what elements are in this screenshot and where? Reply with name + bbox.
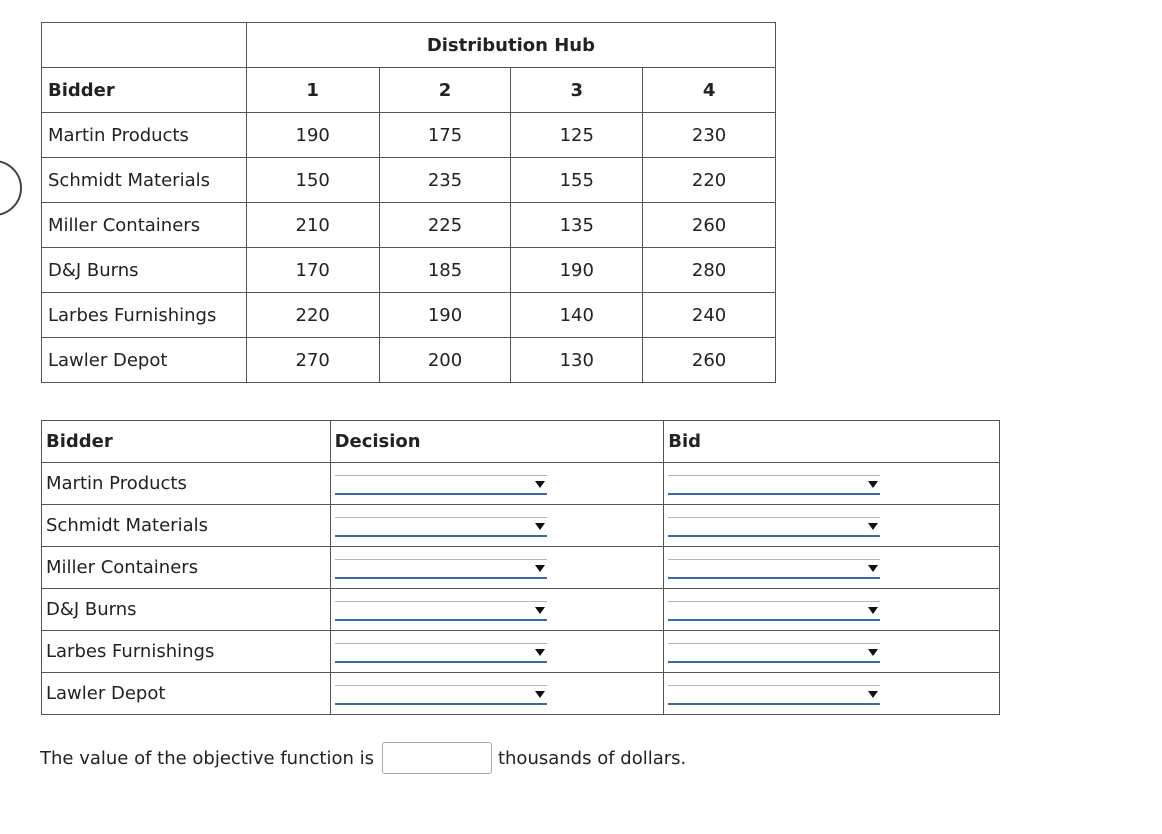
cost-cell: 190	[246, 113, 379, 158]
cost-cell: 140	[511, 293, 643, 338]
table-row	[42, 113, 776, 158]
hub-1-header: 1	[246, 68, 379, 113]
table-row	[42, 463, 1000, 505]
table-row	[42, 293, 776, 338]
cost-cell: 175	[379, 113, 511, 158]
table-row	[42, 248, 776, 293]
hub-header-row	[42, 68, 776, 113]
objective-value-input[interactable]	[382, 742, 492, 774]
table-row	[42, 673, 1000, 715]
table-row	[42, 203, 776, 248]
chevron-down-icon	[535, 481, 545, 488]
bidder-column-header: Bidder	[42, 68, 247, 113]
distribution-hub-caption: Distribution Hub	[246, 23, 775, 68]
bidder-name: Martin Products	[42, 113, 247, 158]
bidder-name: D&J Burns	[42, 589, 331, 631]
bidder-name: Lawler Depot	[42, 338, 247, 383]
cost-cell: 185	[379, 248, 511, 293]
table-row	[42, 158, 776, 203]
cost-cell: 190	[511, 248, 643, 293]
cost-cell: 210	[246, 203, 379, 248]
bidder-name: Schmidt Materials	[42, 505, 331, 547]
chevron-down-icon	[868, 691, 878, 698]
objective-prefix-text: The value of the objective function is	[40, 747, 374, 769]
chevron-down-icon	[535, 523, 545, 530]
bidder-name: D&J Burns	[42, 248, 247, 293]
cost-cell: 220	[643, 158, 776, 203]
cost-cell: 190	[379, 293, 511, 338]
table-row	[42, 505, 1000, 547]
chevron-down-icon	[868, 649, 878, 656]
chevron-down-icon	[535, 565, 545, 572]
cost-cell: 135	[511, 203, 643, 248]
bidder-name: Larbes Furnishings	[42, 293, 247, 338]
bid-dropdown[interactable]	[668, 685, 880, 705]
decision-dropdown[interactable]	[335, 643, 547, 663]
decision-dropdown[interactable]	[335, 601, 547, 621]
navigation-circle-icon[interactable]	[0, 160, 22, 216]
decision-dropdown[interactable]	[335, 517, 547, 537]
bidder-name: Schmidt Materials	[42, 158, 247, 203]
cost-cell: 130	[511, 338, 643, 383]
bidder-name: Miller Containers	[42, 547, 331, 589]
chevron-down-icon	[868, 523, 878, 530]
chevron-down-icon	[535, 607, 545, 614]
table-row	[42, 338, 776, 383]
bid-column-header: Bid	[664, 421, 1000, 463]
bidder-name: Lawler Depot	[42, 673, 331, 715]
bidder-name: Larbes Furnishings	[42, 631, 331, 673]
cost-cell: 225	[379, 203, 511, 248]
chevron-down-icon	[535, 691, 545, 698]
cost-cell: 230	[643, 113, 776, 158]
decision-column-header: Decision	[330, 421, 664, 463]
decision-dropdown[interactable]	[335, 685, 547, 705]
chevron-down-icon	[868, 565, 878, 572]
cost-cell: 125	[511, 113, 643, 158]
bidder-name: Martin Products	[42, 463, 331, 505]
decision-dropdown[interactable]	[335, 559, 547, 579]
objective-function-row	[40, 741, 686, 775]
cost-cell: 235	[379, 158, 511, 203]
bidder-name: Miller Containers	[42, 203, 247, 248]
cost-cell: 155	[511, 158, 643, 203]
cost-cell: 260	[643, 338, 776, 383]
bid-dropdown[interactable]	[668, 559, 880, 579]
table-row	[42, 547, 1000, 589]
cost-cell: 200	[379, 338, 511, 383]
cost-cell: 220	[246, 293, 379, 338]
cost-cell: 150	[246, 158, 379, 203]
decision-table	[41, 420, 1000, 715]
chevron-down-icon	[868, 481, 878, 488]
bidder-column-header: Bidder	[42, 421, 331, 463]
distribution-hub-table	[41, 22, 776, 383]
hub-3-header: 3	[511, 68, 643, 113]
bid-dropdown[interactable]	[668, 643, 880, 663]
cost-cell: 270	[246, 338, 379, 383]
hub-4-header: 4	[643, 68, 776, 113]
hub-2-header: 2	[379, 68, 511, 113]
cost-cell: 260	[643, 203, 776, 248]
table-row	[42, 589, 1000, 631]
cost-cell: 240	[643, 293, 776, 338]
decision-dropdown[interactable]	[335, 475, 547, 495]
table-row	[42, 631, 1000, 673]
cost-cell: 170	[246, 248, 379, 293]
bid-dropdown[interactable]	[668, 601, 880, 621]
bid-dropdown[interactable]	[668, 475, 880, 495]
chevron-down-icon	[868, 607, 878, 614]
objective-suffix-text: thousands of dollars.	[497, 747, 687, 769]
decision-header-row	[42, 421, 1000, 463]
chevron-down-icon	[535, 649, 545, 656]
cost-cell: 280	[643, 248, 776, 293]
bid-dropdown[interactable]	[668, 517, 880, 537]
